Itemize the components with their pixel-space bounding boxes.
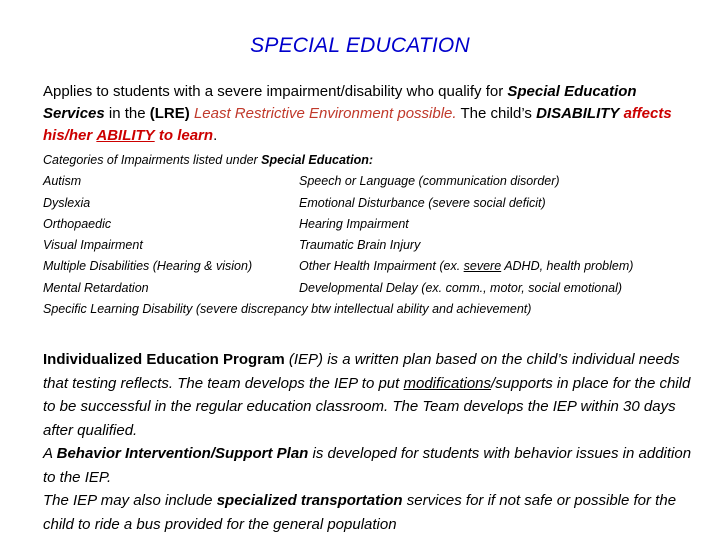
category-right: Speech or Language (communication disorder) [299, 174, 560, 189]
intro-lre-definition: Least Restrictive Environment possible. [193, 105, 457, 122]
intro-affects: affects his/her [43, 105, 672, 144]
category-right: Emotional Disturbance (severe social deficit) [299, 195, 546, 210]
category-left: Dyslexia [43, 195, 91, 210]
intro-lre: (LRE) [149, 105, 190, 122]
category-right: Other Health Impairment (ex. severe ADHD, health problem) [299, 259, 634, 274]
intro-text: The child’s [456, 105, 537, 122]
intro-ability: ABILITY [96, 127, 155, 144]
category-left: Autism [43, 174, 82, 189]
bip-term: Behavior Intervention/Support Plan [56, 445, 309, 462]
category-row [43, 256, 703, 277]
intro-paragraph: Applies to students with a severe impairment/disability who qualify for Special Education Services in the (LRE) Least Restrictive Environment possible. The child’s DISABILITY affects his/her ABILITY to learn. [43, 83, 672, 144]
categories-list [43, 150, 703, 320]
transport-paragraph: The IEP may also include specialized transportation services for if not safe or possible for the child to ride a bus provided for the general population [43, 492, 677, 533]
category-left: Multiple Disabilities (Hearing & vision) [43, 259, 253, 274]
iep-section [43, 348, 693, 536]
category-row [43, 235, 703, 256]
category-left: Orthopaedic [43, 216, 112, 231]
category-row [43, 193, 703, 214]
intro-text: in the [104, 105, 150, 122]
page-title: SPECIAL EDUCATION [250, 34, 470, 57]
intro-to-learn: to learn [158, 127, 214, 144]
intro-sped-services: Special Education Services [43, 83, 637, 122]
bip-paragraph: A Behavior Intervention/Support Plan is developed for students with behavior issues in addition to the IEP. [43, 445, 692, 486]
category-left: Visual Impairment [43, 238, 143, 253]
category-right: Developmental Delay (ex. comm., motor, social emotional) [299, 280, 623, 295]
intro-disability: DISABILITY [536, 105, 620, 122]
category-row [43, 171, 703, 192]
category-row [43, 214, 703, 235]
category-right: Hearing Impairment [299, 216, 409, 231]
category-row [43, 278, 703, 299]
categories-header: Categories of Impairments listed under Special Education: [43, 153, 374, 167]
category-left: Mental Retardation [43, 280, 149, 295]
iep-paragraph: Individualized Education Program (IEP) is a written plan based on the child’s individual needs that testing reflects. The team develops the IEP to put modifications/supports in place for the child to be successful in the regular education classroom. The Team develops the IEP within 30 days after qualified. [43, 351, 691, 439]
transport-term: specialized transportation [216, 492, 403, 509]
category-right: Traumatic Brain Injury [299, 238, 421, 253]
intro-text: Applies to students with a severe impairment/disability who qualify for [43, 83, 508, 100]
category-row-last: Specific Learning Disability (severe discrepancy btw intellectual ability and achievement) [43, 302, 532, 317]
iep-term: Individualized Education Program [43, 351, 285, 368]
iep-modifications: modifications [403, 374, 492, 392]
